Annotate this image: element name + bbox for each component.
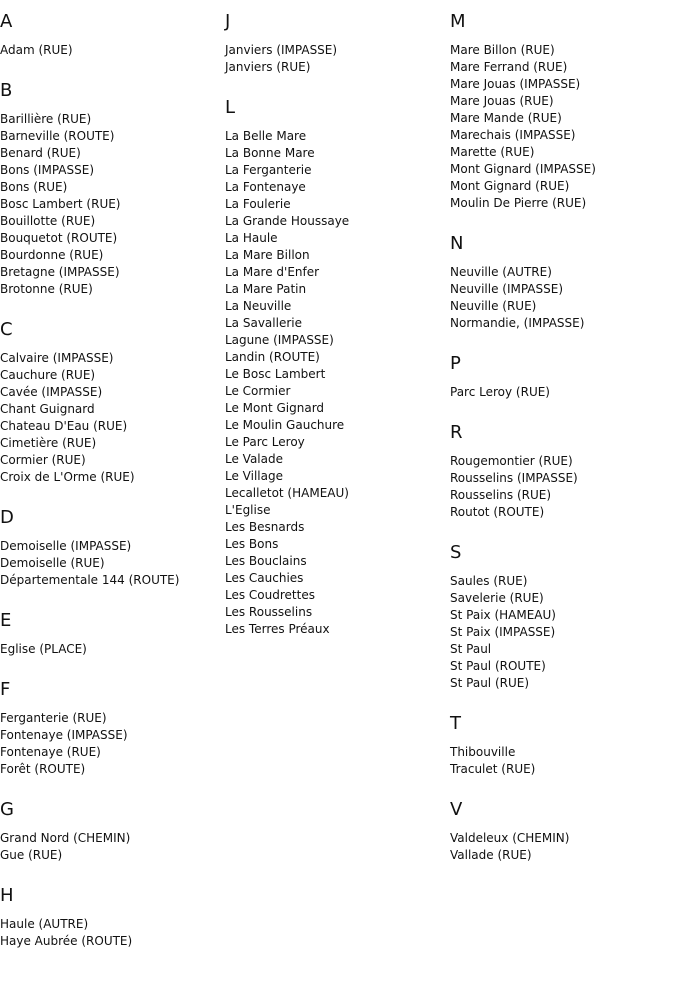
street-list-item[interactable]: Calvaire (IMPASSE) <box>0 351 114 365</box>
street-list-item[interactable]: La Fontenaye <box>225 180 306 194</box>
street-list-item[interactable]: Thibouville <box>450 745 516 759</box>
street-list-item[interactable]: Savelerie (RUE) <box>450 591 544 605</box>
street-list-item[interactable]: La Mare Patin <box>225 282 307 296</box>
street-list-item[interactable]: Vallade (RUE) <box>450 848 532 862</box>
street-list <box>450 573 674 702</box>
street-list-item[interactable]: Chant Guignard <box>0 402 95 416</box>
street-list-item[interactable]: Forêt (ROUTE) <box>0 762 86 776</box>
letter-heading: G <box>0 799 14 820</box>
street-list-item[interactable]: Les Terres Préaux <box>225 622 330 636</box>
street-list-item[interactable]: Le Bosc Lambert <box>225 367 326 381</box>
street-list <box>450 264 674 342</box>
street-list-item[interactable]: Mare Billon (RUE) <box>450 43 555 57</box>
street-list <box>0 710 224 788</box>
letter-heading: N <box>450 233 464 254</box>
street-list-item[interactable]: Bretagne (IMPASSE) <box>0 265 120 279</box>
letter-heading: M <box>450 11 466 32</box>
street-list-item[interactable]: Bons (RUE) <box>0 180 68 194</box>
street-list-item[interactable]: L'Eglise <box>225 503 271 517</box>
letter-section-g <box>0 788 224 874</box>
street-list-item[interactable]: Parc Leroy (RUE) <box>450 385 550 399</box>
street-list-item[interactable]: Le Moulin Gauchure <box>225 418 345 432</box>
street-list-item[interactable]: Chateau D'Eau (RUE) <box>0 419 128 433</box>
letter-section-j <box>225 0 449 86</box>
street-list-item[interactable]: Moulin De Pierre (RUE) <box>450 196 587 210</box>
street-list-item[interactable]: Bons (IMPASSE) <box>0 163 94 177</box>
letter-section-r <box>450 411 674 531</box>
letter-heading: H <box>0 885 14 906</box>
street-list-item[interactable]: La Haule <box>225 231 278 245</box>
letter-heading: D <box>0 507 14 528</box>
street-list-item[interactable]: Rousselins (IMPASSE) <box>450 471 578 485</box>
street-list-item[interactable]: Mont Gignard (RUE) <box>450 179 570 193</box>
street-list-item[interactable]: Cormier (RUE) <box>0 453 86 467</box>
letter-section-t <box>450 702 674 788</box>
street-list-item[interactable]: Les Cauchies <box>225 571 304 585</box>
street-list-item[interactable]: La Bonne Mare <box>225 146 315 160</box>
street-list-item[interactable]: La Savallerie <box>225 316 302 330</box>
street-list-item[interactable]: Marette (RUE) <box>450 145 535 159</box>
street-list-item[interactable]: Départementale 144 (ROUTE) <box>0 573 180 587</box>
street-list-item[interactable]: Croix de L'Orme (RUE) <box>0 470 135 484</box>
street-list <box>0 538 224 599</box>
street-list-item[interactable]: Cavée (IMPASSE) <box>0 385 103 399</box>
street-list <box>450 42 674 222</box>
letter-section-d <box>0 496 224 599</box>
street-list-item[interactable]: Demoiselle (RUE) <box>0 556 105 570</box>
street-list <box>450 830 674 874</box>
street-list-item[interactable]: Le Mont Gignard <box>225 401 325 415</box>
letter-section-h <box>0 874 224 960</box>
letter-section-c <box>0 308 224 496</box>
street-list-item[interactable]: Lagune (IMPASSE) <box>225 333 334 347</box>
street-list-item[interactable]: Rougemontier (RUE) <box>450 454 573 468</box>
street-list-item[interactable]: St Paix (IMPASSE) <box>450 625 556 639</box>
street-list-item[interactable]: La Grande Houssaye <box>225 214 350 228</box>
street-list <box>0 350 224 496</box>
street-list-item[interactable]: St Paul (RUE) <box>450 676 530 690</box>
street-list-item[interactable]: Le Parc Leroy <box>225 435 305 449</box>
letter-heading: J <box>225 11 231 32</box>
street-list-item[interactable]: Mare Jouas (IMPASSE) <box>450 77 581 91</box>
letter-section-n <box>450 222 674 342</box>
street-list-item[interactable]: Landin (ROUTE) <box>225 350 320 364</box>
street-list-item[interactable]: Neuville (IMPASSE) <box>450 282 564 296</box>
street-list-item[interactable]: Le Cormier <box>225 384 291 398</box>
street-list <box>0 916 224 960</box>
street-list-item[interactable]: Rousselins (RUE) <box>450 488 552 502</box>
street-list <box>450 744 674 788</box>
street-list-item[interactable]: Mare Ferrand (RUE) <box>450 60 568 74</box>
street-list-item[interactable]: Les Bons <box>225 537 279 551</box>
street-list-item[interactable]: La Mare d'Enfer <box>225 265 320 279</box>
letter-section-e <box>0 599 224 668</box>
street-list-item[interactable]: Lecalletot (HAMEAU) <box>225 486 349 500</box>
street-list-item[interactable]: Les Besnards <box>225 520 305 534</box>
street-list <box>450 453 674 531</box>
street-list-item[interactable]: Cimetière (RUE) <box>0 436 97 450</box>
street-list <box>225 42 449 86</box>
street-list <box>225 128 449 648</box>
street-list-item[interactable]: Valdeleux (CHEMIN) <box>450 831 570 845</box>
letter-heading: B <box>0 80 13 101</box>
street-list-item[interactable]: St Paix (HAMEAU) <box>450 608 556 622</box>
street-list-item[interactable]: Ferganterie (RUE) <box>0 711 107 725</box>
street-list-item[interactable]: Les Coudrettes <box>225 588 315 602</box>
street-list-item[interactable]: Barneville (ROUTE) <box>0 129 115 143</box>
letter-heading: V <box>450 799 463 820</box>
street-index-column-1 <box>0 0 224 960</box>
street-list-item[interactable]: Mont Gignard (IMPASSE) <box>450 162 596 176</box>
street-list <box>0 111 224 308</box>
street-list-item[interactable]: Bouquetot (ROUTE) <box>0 231 118 245</box>
street-list-item[interactable]: Neuville (AUTRE) <box>450 265 552 279</box>
letter-section-v <box>450 788 674 874</box>
letter-heading: T <box>450 713 461 734</box>
street-list-item[interactable]: La Foulerie <box>225 197 291 211</box>
street-list-item[interactable]: St Paul (ROUTE) <box>450 659 546 673</box>
street-list-item[interactable]: Le Valade <box>225 452 283 466</box>
letter-heading: R <box>450 422 463 443</box>
letter-section-a <box>0 0 224 69</box>
letter-section-p <box>450 342 674 411</box>
street-list-item[interactable]: Bouillotte (RUE) <box>0 214 96 228</box>
street-list-item[interactable]: Neuville (RUE) <box>450 299 537 313</box>
street-list-item[interactable]: Adam (RUE) <box>0 43 73 57</box>
street-list-item[interactable]: Haule (AUTRE) <box>0 917 89 931</box>
street-list-item[interactable]: Eglise (PLACE) <box>0 642 87 656</box>
street-list-item[interactable]: Bourdonne (RUE) <box>0 248 104 262</box>
letter-heading: C <box>0 319 13 340</box>
letter-heading: F <box>0 679 11 700</box>
street-list-item[interactable]: Fontenaye (IMPASSE) <box>0 728 128 742</box>
street-list-item[interactable]: Barillière (RUE) <box>0 112 92 126</box>
letter-section-s <box>450 531 674 702</box>
street-list-item[interactable]: Les Rousselins <box>225 605 313 619</box>
letter-heading: P <box>450 353 461 374</box>
street-list-item[interactable]: Demoiselle (IMPASSE) <box>0 539 132 553</box>
street-list-item[interactable]: Traculet (RUE) <box>450 762 536 776</box>
street-list <box>0 641 224 668</box>
street-list-item[interactable]: La Belle Mare <box>225 129 307 143</box>
street-list-item[interactable]: Brotonne (RUE) <box>0 282 93 296</box>
street-list-item[interactable]: Janviers (RUE) <box>225 60 311 74</box>
letter-section-f <box>0 668 224 788</box>
letter-heading: L <box>225 97 236 118</box>
street-list-item[interactable]: Bosc Lambert (RUE) <box>0 197 121 211</box>
letter-heading: S <box>450 542 462 563</box>
street-list <box>0 42 224 69</box>
street-list-item[interactable]: Benard (RUE) <box>0 146 81 160</box>
letter-heading: E <box>0 610 12 631</box>
letter-heading: A <box>0 11 13 32</box>
street-list-item[interactable]: St Paul <box>450 642 492 656</box>
street-list-item[interactable]: Mare Mande (RUE) <box>450 111 562 125</box>
letter-section-b <box>0 69 224 308</box>
street-list-item[interactable]: Grand Nord (CHEMIN) <box>0 831 131 845</box>
street-list-item[interactable]: Haye Aubrée (ROUTE) <box>0 934 133 948</box>
street-list-item[interactable]: Janviers (IMPASSE) <box>225 43 338 57</box>
street-list-item[interactable]: Marechais (IMPASSE) <box>450 128 576 142</box>
street-list-item[interactable]: Fontenaye (RUE) <box>0 745 101 759</box>
street-list-item[interactable]: Mare Jouas (RUE) <box>450 94 554 108</box>
street-list <box>0 830 224 874</box>
street-list <box>450 384 674 411</box>
street-list-item[interactable]: Normandie, (IMPASSE) <box>450 316 585 330</box>
street-list-item[interactable]: Cauchure (RUE) <box>0 368 96 382</box>
letter-section-l <box>225 86 449 648</box>
street-index-column-2 <box>225 0 449 648</box>
street-list-item[interactable]: Saules (RUE) <box>450 574 528 588</box>
street-index-column-3 <box>450 0 674 874</box>
street-list-item[interactable]: Routot (ROUTE) <box>450 505 545 519</box>
street-list-item[interactable]: La Mare Billon <box>225 248 310 262</box>
street-list-item[interactable]: Le Village <box>225 469 283 483</box>
letter-section-m <box>450 0 674 222</box>
street-list-item[interactable]: Gue (RUE) <box>0 848 63 862</box>
street-list-item[interactable]: La Ferganterie <box>225 163 312 177</box>
street-list-item[interactable]: La Neuville <box>225 299 292 313</box>
street-list-item[interactable]: Les Bouclains <box>225 554 307 568</box>
